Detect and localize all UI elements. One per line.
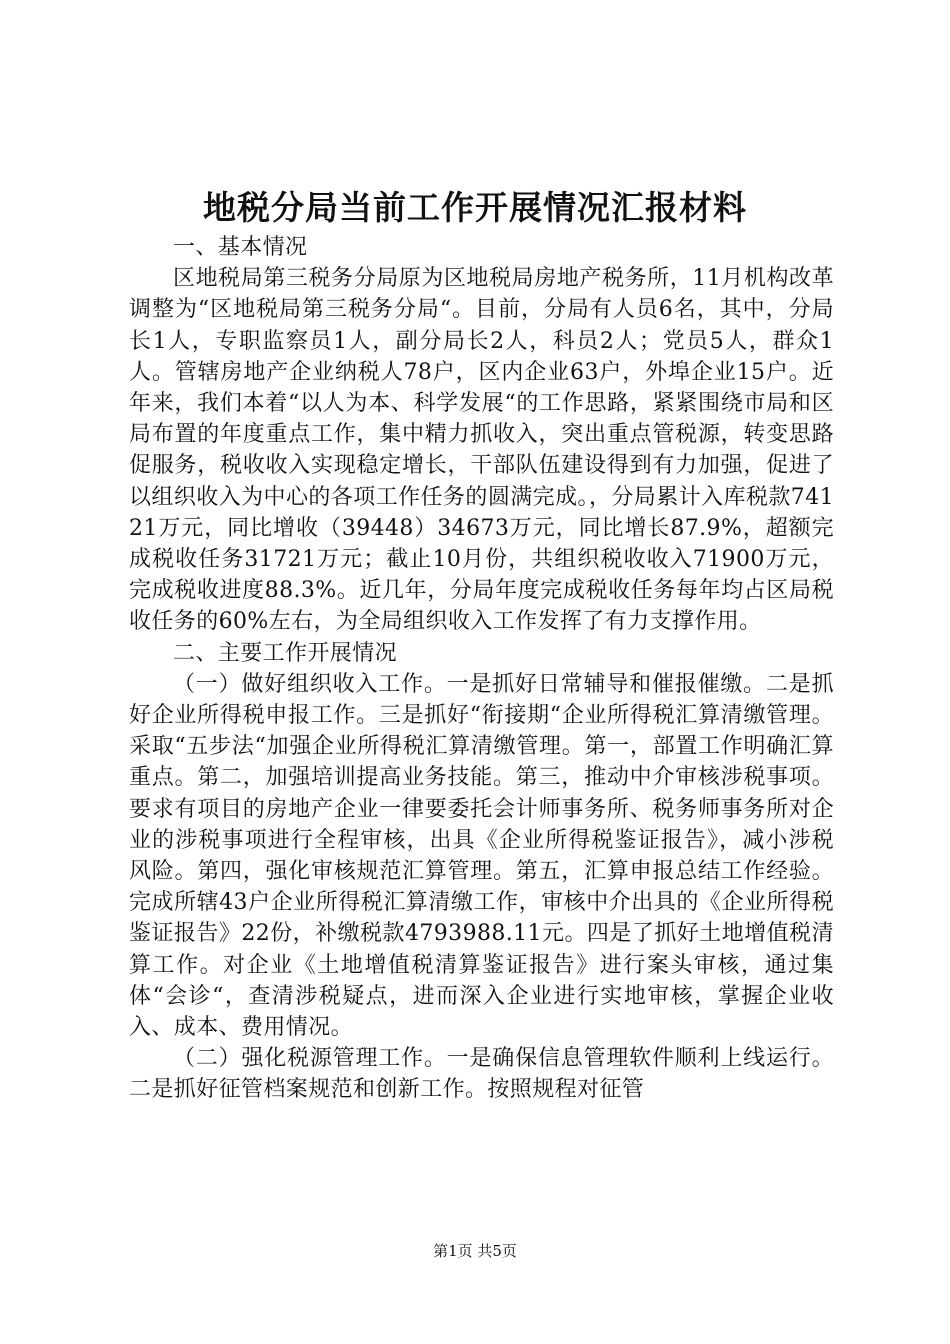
- section-heading-main-work: 二、主要工作开展情况: [173, 640, 398, 666]
- paragraph-basic-situation: 区地税局第三税务分局原为区地税局房地产税务所，11月机构改革调整为“区地税局第三税务分局“。目前，分局有人员6名，其中，分局长1人，专职监察员1人，副分局长2人，科员2人；党员5人，群众1人。管辖房地产企业纳税人78户，区内企业63户，外埠企业15户。近年来，我们本着“以人为本、科学发展“的工作思路，紧紧围绕市局和区局布置的年度重点工作，集中精力抓收入，突出重点管税源，转变思路促服务，税收收入实现稳定增长，干部队伍建设得到有力加强，促进了以组织收入为中心的各项工作任务的圆满完成。，分局累计入库税款74121万元，同比增收（39448）34673万元，同比增长87.9%，超额完成税收任务31721万元；截止10月份，共组织税收收入71900万元，完成税收进度88.3%。近几年，分局年度完成税收任务每年均占区局税收任务的60%左右，为全局组织收入工作发挥了有力支撑作用。: [129, 266, 834, 635]
- document-title: 地税分局当前工作开展情况汇报材料: [203, 188, 747, 227]
- paragraph-tax-source-management: （二）强化税源管理工作。一是确保信息管理软件顺利上线运行。二是抓好征管档案规范和创新工作。按照规程对征管: [129, 1046, 834, 1103]
- page-footer: 第1页 共5页: [433, 1242, 517, 1260]
- paragraph-revenue-work: （一）做好组织收入工作。一是抓好日常辅导和催报催缴。二是抓好企业所得税申报工作。三是抓好“衔接期“企业所得税汇算清缴管理。采取“五步法“加强企业所得税汇算清缴管理。第一，部置工作明确汇算重点。第二，加强培训提高业务技能。第三，推动中介审核涉税事项。要求有项目的房地产企业一律要委托会计师事务所、税务师事务所对企业的涉税事项进行全程审核，出具《企业所得税鉴证报告》，减小涉税风险。第四，强化审核规范汇算管理。第五，汇算申报总结工作经验。完成所辖43户企业所得税汇算清缴工作，审核中介出具的《企业所得税鉴证报告》22份，补缴税款4793988.11元。四是了抓好土地增值税清算工作。对企业《土地增值税清算鉴证报告》进行案头审核，通过集体“会诊“，查清涉税疑点，进而深入企业进行实地审核，掌握企业收入、成本、费用情况。: [129, 671, 834, 1041]
- document-body: [129, 232, 834, 1106]
- section-heading-basic-situation: 一、基本情况: [173, 235, 308, 260]
